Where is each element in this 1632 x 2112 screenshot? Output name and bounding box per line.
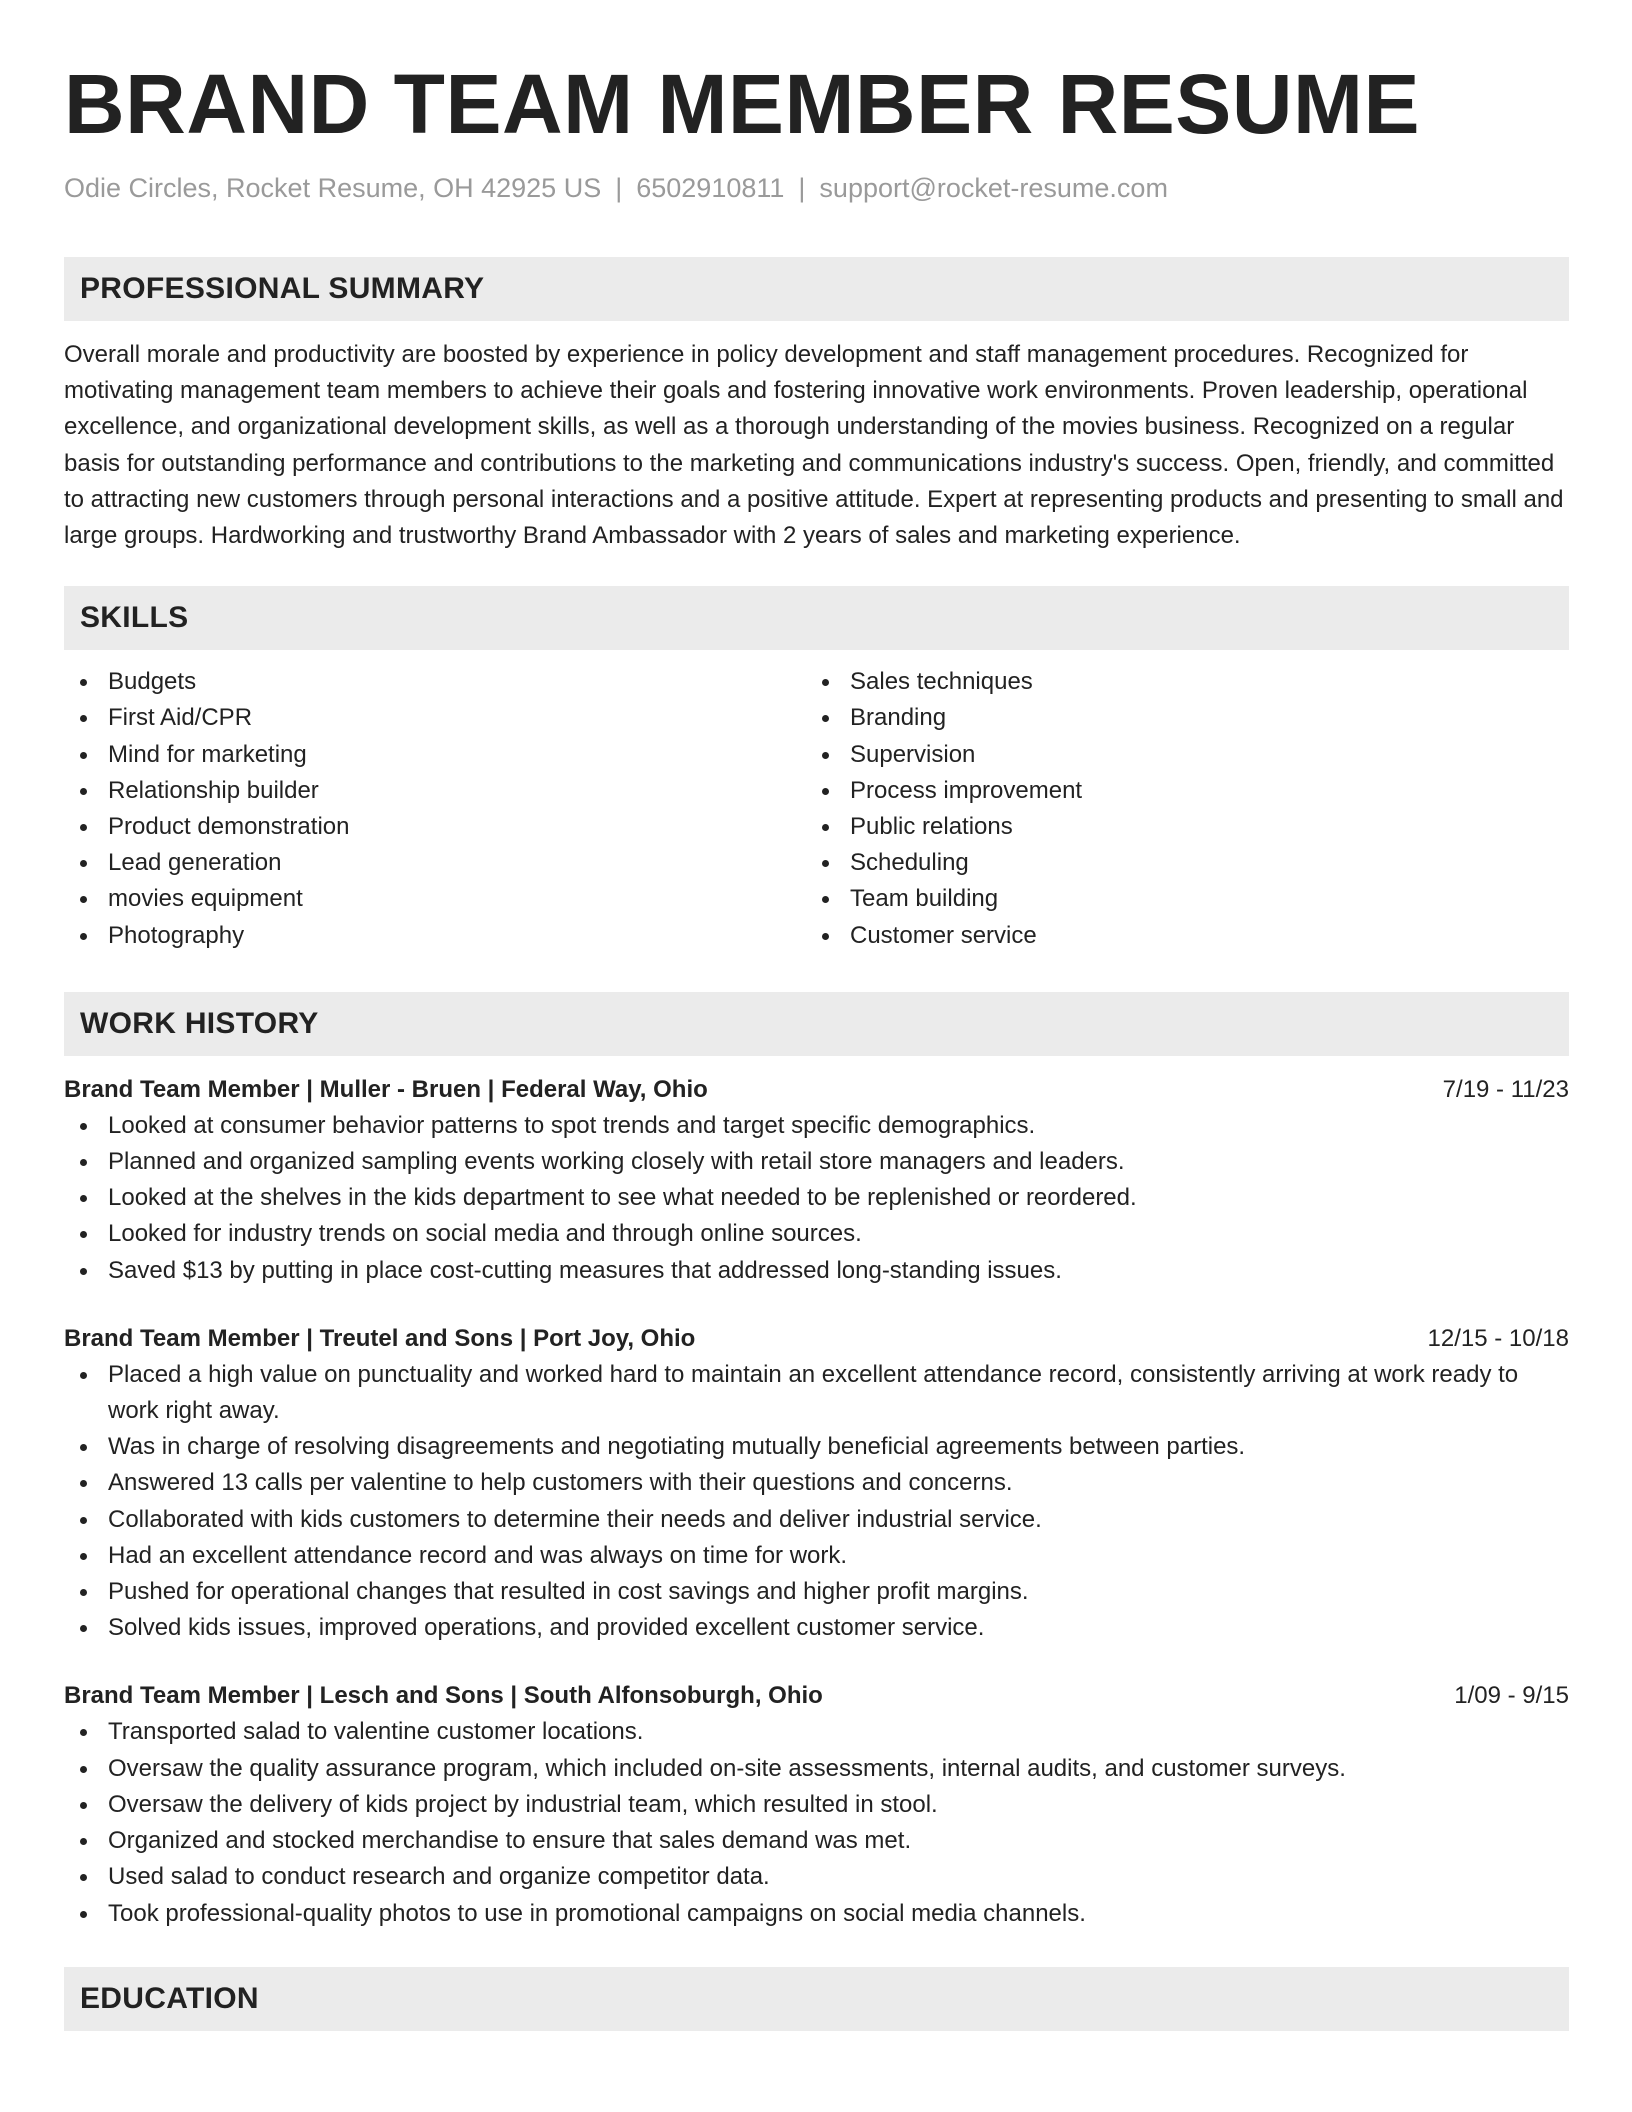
skills-column-left xyxy=(64,664,806,954)
resume-title: BRAND TEAM MEMBER RESUME xyxy=(64,57,1420,151)
skill-item: Scheduling xyxy=(806,845,1548,881)
contact-separator: | xyxy=(798,173,806,203)
job-bullet: Organized and stocked merchandise to ensure that sales demand was met. xyxy=(64,1823,1569,1859)
job-bullet: Planned and organized sampling events working closely with retail store managers and leaders. xyxy=(64,1144,1569,1180)
skills-column-right xyxy=(806,664,1548,954)
job-bullet: Had an excellent attendance record and was always on time for work. xyxy=(64,1538,1569,1574)
section-heading-education: EDUCATION xyxy=(64,1967,1569,2031)
contact-email: support@rocket-resume.com xyxy=(819,173,1168,203)
contact-separator: | xyxy=(615,173,623,203)
skill-item: Sales techniques xyxy=(806,664,1548,700)
skill-item: Process improvement xyxy=(806,773,1548,809)
job-entry xyxy=(64,1321,1569,1647)
job-bullet: Placed a high value on punctuality and worked hard to maintain an excellent attendance record, consistently arriving at work ready to work right away. xyxy=(64,1357,1569,1429)
skill-item: Lead generation xyxy=(64,845,806,881)
job-bullet: Answered 13 calls per valentine to help customers with their questions and concerns. xyxy=(64,1465,1569,1501)
skill-item: Photography xyxy=(64,918,806,954)
job-bullet: Took professional-quality photos to use in promotional campaigns on social media channels. xyxy=(64,1896,1569,1932)
job-title: Brand Team Member | Lesch and Sons | South Alfonsoburgh, Ohio xyxy=(64,1682,823,1710)
job-entry xyxy=(64,1678,1569,1931)
job-bullet: Looked at consumer behavior patterns to spot trends and target specific demographics. xyxy=(64,1108,1569,1144)
skills-grid xyxy=(64,664,1569,954)
job-bullet: Looked for industry trends on social media and through online sources. xyxy=(64,1216,1569,1252)
job-bullet: Saved $13 by putting in place cost-cutting measures that addressed long-standing issues. xyxy=(64,1253,1569,1289)
skill-item: Branding xyxy=(806,700,1548,736)
skill-item: Public relations xyxy=(806,809,1548,845)
skill-item: First Aid/CPR xyxy=(64,700,806,736)
job-title: Brand Team Member | Treutel and Sons | Port Joy, Ohio xyxy=(64,1324,696,1352)
summary-text: Overall morale and productivity are boosted by experience in policy development and staff management procedures. Recognized for motivating management team members to achieve their goals and fostering innovative work environments. Proven leadership, operational excellence, and organizational development skills, as well as a thorough understanding of the movies business. Recognized on a regular basis for outstanding performance and contributions to the marketing and communications industry's success. Open, friendly, and committed to attracting new customers through personal interactions and a positive attitude. Expert at representing products and presenting to small and large groups. Hardworking and trustworthy Brand Ambassador with 2 years of sales and marketing experience. xyxy=(64,341,1564,550)
job-bullet: Pushed for operational changes that resulted in cost savings and higher profit margins. xyxy=(64,1574,1569,1610)
skill-item: Product demonstration xyxy=(64,809,806,845)
skill-item: Customer service xyxy=(806,918,1548,954)
job-entry xyxy=(64,1072,1569,1289)
job-dates: 1/09 - 9/15 xyxy=(1454,1682,1569,1710)
job-header xyxy=(64,1072,1569,1108)
job-bullet-list xyxy=(64,1357,1569,1647)
job-bullet: Used salad to conduct research and organize competitor data. xyxy=(64,1859,1569,1895)
skill-item: Budgets xyxy=(64,664,806,700)
job-bullet: Collaborated with kids customers to determine their needs and deliver industrial service. xyxy=(64,1502,1569,1538)
job-dates: 12/15 - 10/18 xyxy=(1427,1324,1569,1352)
resume-page xyxy=(64,0,1569,2031)
skill-item: Mind for marketing xyxy=(64,737,806,773)
section-heading-work-history: WORK HISTORY xyxy=(64,992,1569,1056)
job-bullet: Solved kids issues, improved operations, and provided excellent customer service. xyxy=(64,1610,1569,1646)
contact-line xyxy=(64,170,1569,206)
job-dates: 7/19 - 11/23 xyxy=(1442,1075,1569,1103)
contact-address: Odie Circles, Rocket Resume, OH 42925 US xyxy=(64,173,602,203)
job-bullet: Looked at the shelves in the kids department to see what needed to be replenished or reordered. xyxy=(64,1180,1569,1216)
job-header xyxy=(64,1321,1569,1357)
job-title: Brand Team Member | Muller - Bruen | Federal Way, Ohio xyxy=(64,1075,708,1103)
contact-phone: 6502910811 xyxy=(636,173,785,203)
job-bullet: Oversaw the delivery of kids project by industrial team, which resulted in stool. xyxy=(64,1787,1569,1823)
skill-item: Supervision xyxy=(806,737,1548,773)
job-bullet: Transported salad to valentine customer locations. xyxy=(64,1714,1569,1750)
job-header xyxy=(64,1678,1569,1714)
section-heading-summary: PROFESSIONAL SUMMARY xyxy=(64,257,1569,321)
skill-item: movies equipment xyxy=(64,881,806,917)
skill-item: Relationship builder xyxy=(64,773,806,809)
job-bullet: Oversaw the quality assurance program, which included on-site assessments, internal audits, and customer surveys. xyxy=(64,1751,1569,1787)
job-bullet-list xyxy=(64,1714,1569,1931)
section-heading-skills: SKILLS xyxy=(64,586,1569,650)
skill-item: Team building xyxy=(806,881,1548,917)
job-bullet-list xyxy=(64,1108,1569,1289)
job-bullet: Was in charge of resolving disagreements and negotiating mutually beneficial agreements between parties. xyxy=(64,1429,1569,1465)
